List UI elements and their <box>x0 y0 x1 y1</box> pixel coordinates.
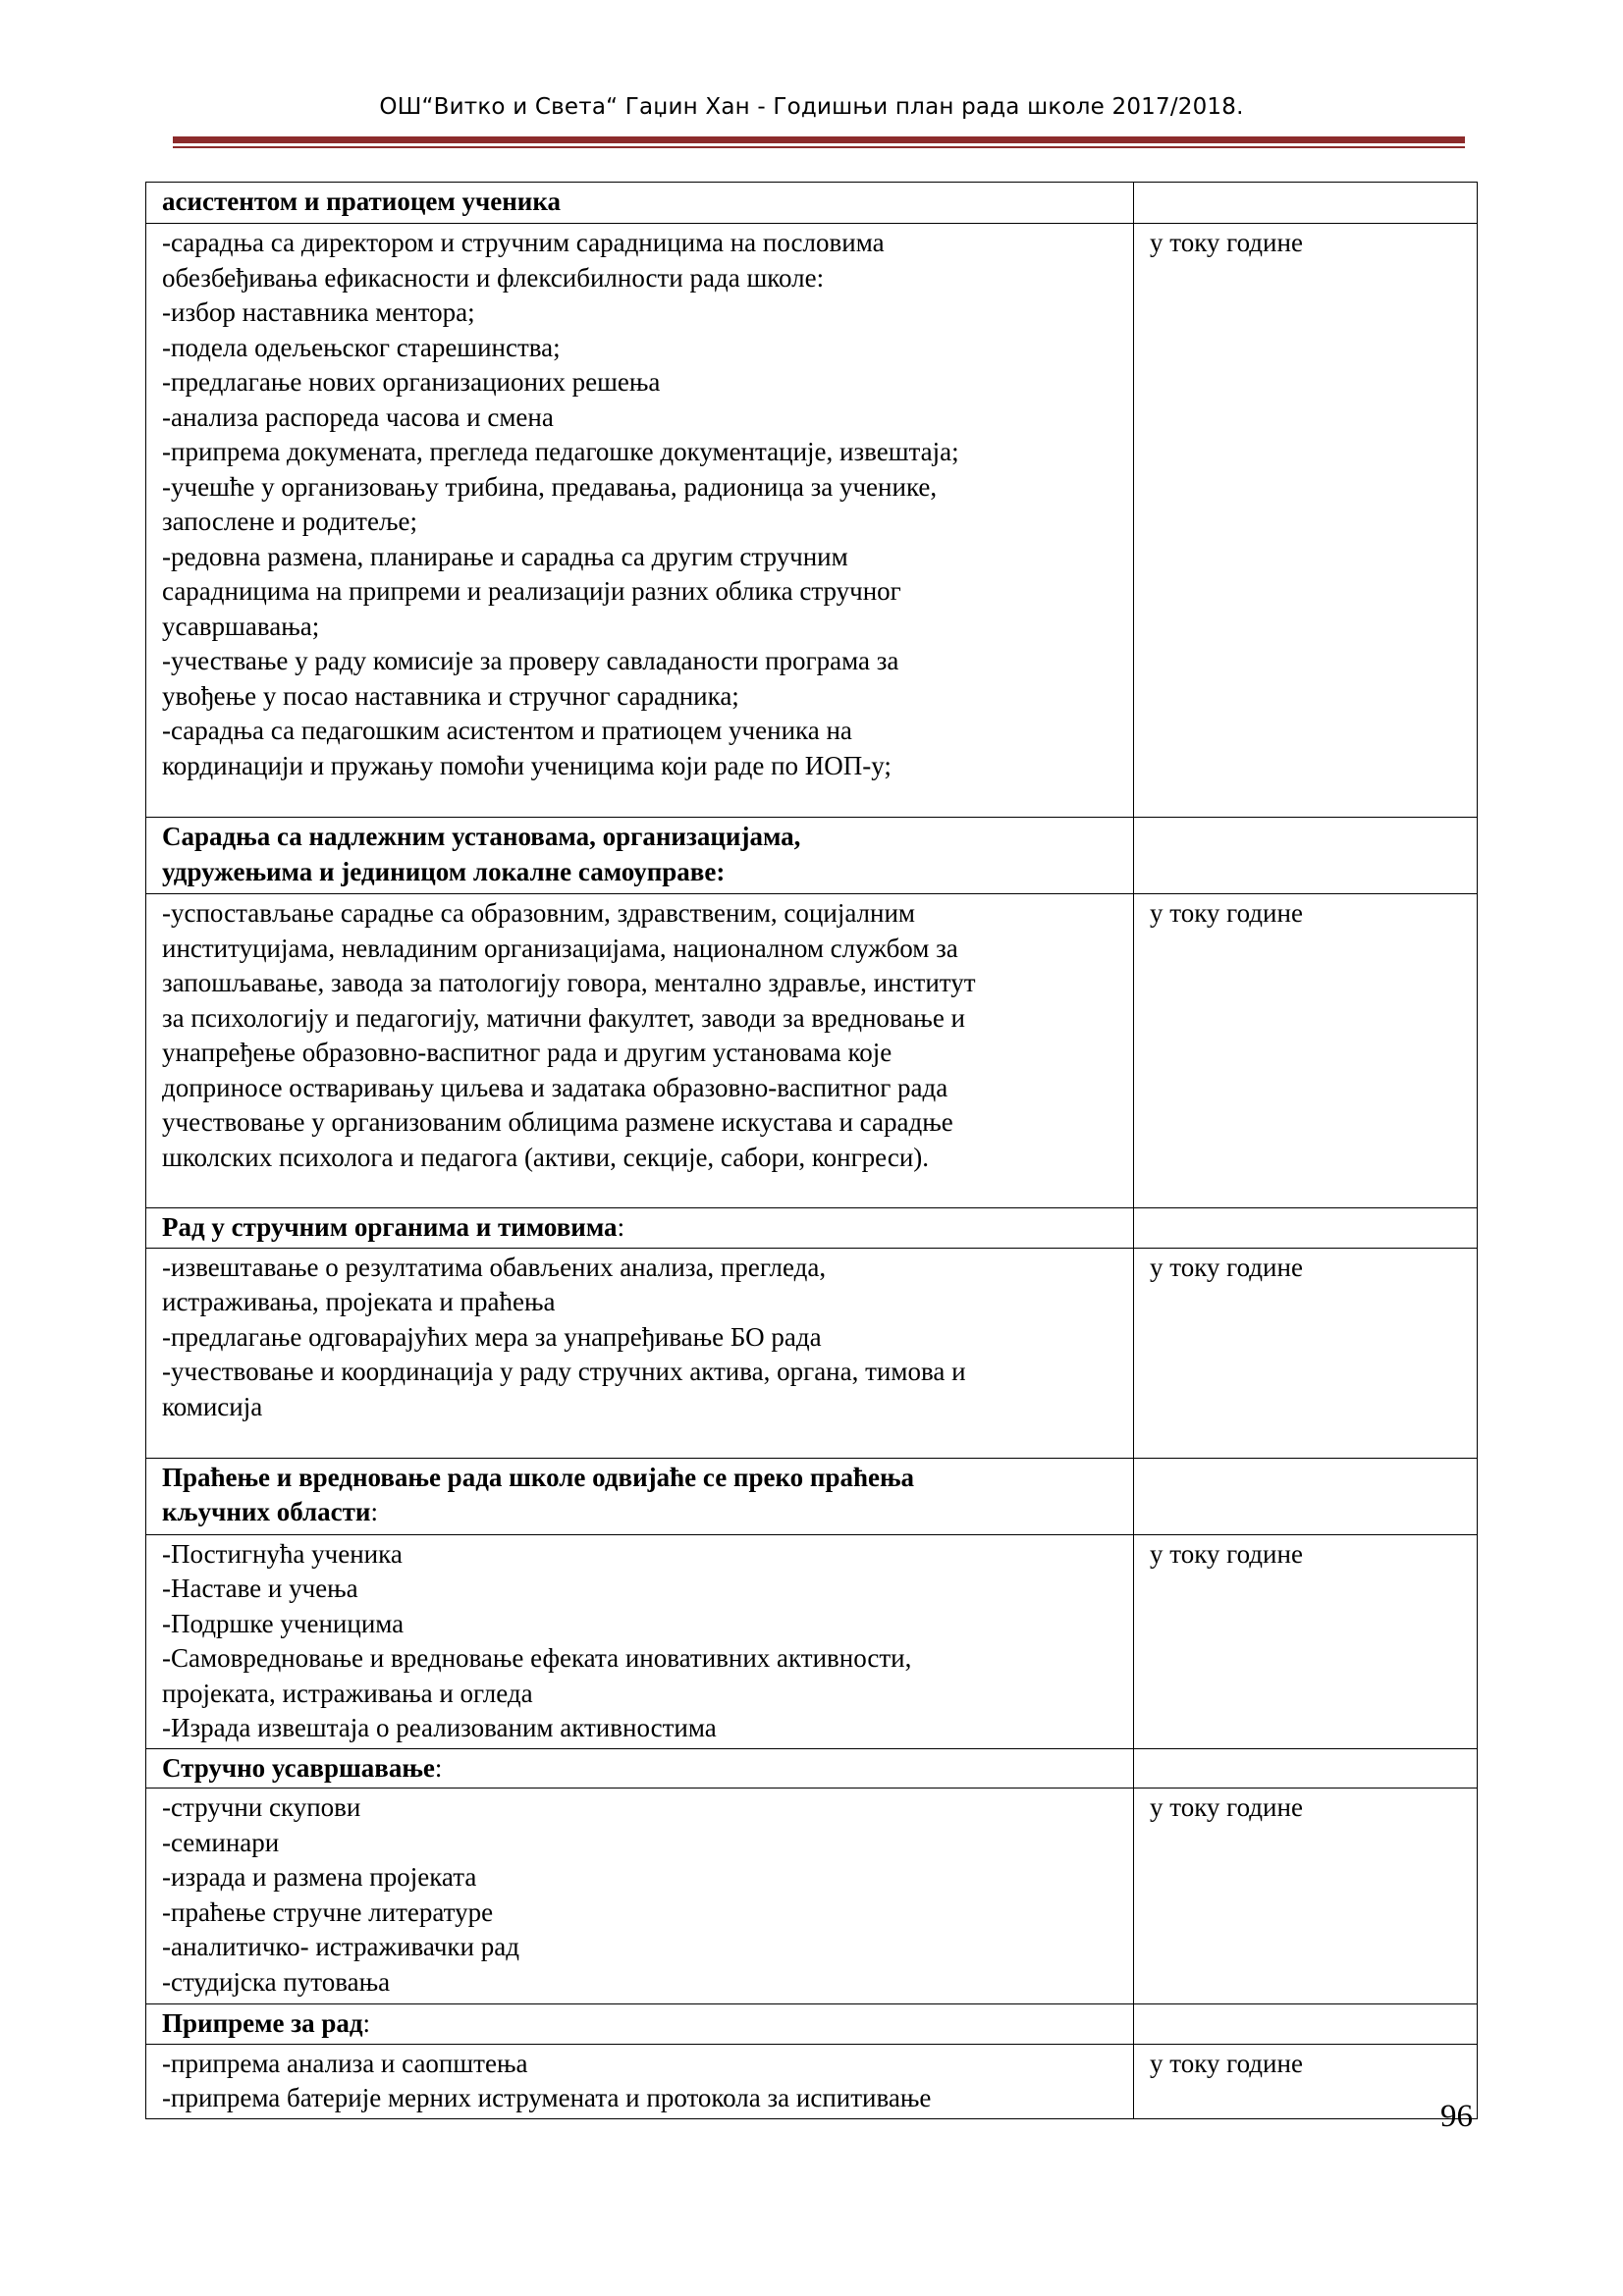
section-heading <box>146 2004 1134 2045</box>
activity-line: -Израда извештаја о реализованим активностима <box>162 1713 717 1742</box>
activity-line: -Подршке ученицима <box>162 1608 405 1638</box>
heading-line: асистентом и пратиоцем ученика <box>162 187 562 216</box>
section-body-row <box>146 1534 1478 1748</box>
activity-line: -припрема докумената, прегледа педагошке документације, извештаја; <box>162 437 959 466</box>
activity-list <box>146 2044 1134 2118</box>
page-number: 96 <box>1440 2099 1473 2134</box>
heading-line <box>162 1751 1117 1787</box>
activity-line: -Постигнућа ученика <box>162 1538 403 1569</box>
activity-list <box>146 1534 1134 1748</box>
heading-line: Праћење и вредновање рада школе одвијаће се преко праћења <box>162 1462 915 1492</box>
empty-cell <box>1134 183 1478 224</box>
activity-line: за психологију и педагогију, матични факултет, заводи за вредновање и <box>162 1002 966 1033</box>
section-heading-row <box>146 1748 1478 1789</box>
activity-line: -учествовање и координација у раду стручних актива, органа, тимова и <box>162 1357 966 1386</box>
activity-line: -редовна размена, планирање и сарадња са другим стручним <box>162 541 848 571</box>
activity-line: комисија <box>162 1391 263 1421</box>
timing-cell: у току године <box>1134 2044 1478 2118</box>
section-body-row <box>146 894 1478 1208</box>
heading-colon: : <box>362 2008 371 2038</box>
activity-line: -извештавање о резултатима обављених анализа, прегледа, <box>162 1252 827 1282</box>
activity-line: школских психолога и педагога (активи, секције, сабори, конгреси). <box>162 1142 930 1172</box>
activity-line: -студијска путовања <box>162 1966 391 1997</box>
heading-colon: : <box>617 1212 625 1242</box>
activity-line: -Наставе и учења <box>162 1574 358 1603</box>
activity-line: -стручни скупови <box>162 1792 361 1822</box>
timing-cell: у току године <box>1134 1534 1478 1748</box>
activity-line: -припрема батерије мерних иструмената и протокола за испитивање <box>162 2083 932 2112</box>
empty-cell <box>1134 1458 1478 1534</box>
activity-line: -сарадња са директором и стручним сарадницима на пословима <box>162 228 885 257</box>
running-header: ОШ“Витко и Света“ Гаџин Хан - Годишњи план рада школе 2017/2018. <box>379 94 1244 120</box>
empty-cell <box>1134 818 1478 894</box>
timing-cell: у току године <box>1134 1248 1478 1458</box>
activity-line: увођење у посао наставника и стручног сарадника; <box>162 680 739 711</box>
heading-text: кључних области <box>162 1497 371 1526</box>
heading-colon: : <box>434 1752 443 1783</box>
activity-line: -учешће у организовању трибина, предавања, радионица за ученике, <box>162 471 938 502</box>
empty-cell <box>1134 2004 1478 2045</box>
activity-line: учествовање у организованим облицима размене искустава и сарадње <box>162 1107 953 1137</box>
heading-line <box>162 2006 1117 2042</box>
empty-cell <box>1134 1748 1478 1789</box>
section-body-row <box>146 1248 1478 1458</box>
timing-cell: у току године <box>1134 894 1478 1208</box>
section-body-row <box>146 2044 1478 2118</box>
activity-line: -учествање у раду комисије за проверу савладаности програма за <box>162 646 899 675</box>
activity-line: кординацији и пружању помоћи ученицима који раде по ИОП-у; <box>162 750 892 780</box>
header-rule-thick <box>173 136 1465 143</box>
activity-line: запошљавање, завода за патологију говора, ментално здравље, институт <box>162 968 976 997</box>
heading-text: Рад у стручним органима и тимовима <box>162 1212 618 1242</box>
activity-line: унапређење образовно-васпитног рада и другим установама које <box>162 1038 893 1067</box>
activity-list <box>146 1248 1134 1458</box>
heading-line <box>162 1495 1117 1530</box>
activity-line: сарадницима на припреми и реализацији разних облика стручног <box>162 576 901 606</box>
header-rule-thin <box>173 146 1465 148</box>
activity-line: обезбеђивања ефикасности и флексибилности рада школе: <box>162 262 825 293</box>
activity-line: -припрема анализа и саопштења <box>162 2048 528 2078</box>
activity-line: -сарадња са педагошким асистентом и пратиоцем ученика на <box>162 716 852 745</box>
activity-line: пројеката, истраживања и огледа <box>162 1678 533 1708</box>
activity-line: -избор наставника ментора; <box>162 297 475 327</box>
timing-cell: у току године <box>1134 224 1478 818</box>
heading-text: Стручно усавршавање <box>162 1752 435 1783</box>
heading-text: Припреме за рад <box>162 2008 363 2038</box>
activity-line: -подела одељењског старешинства; <box>162 332 561 362</box>
section-heading <box>146 183 1134 224</box>
activity-line: -успостављање сарадње са образовним, здравственим, социјалним <box>162 898 915 928</box>
activity-line: запослене и родитеље; <box>162 507 418 536</box>
plan-table <box>145 182 1478 2119</box>
section-heading-row <box>146 183 1478 224</box>
activity-line: -предлагање нових организационих решења <box>162 367 661 397</box>
section-heading <box>146 1208 1134 1249</box>
activity-list <box>146 894 1134 1208</box>
section-heading <box>146 1748 1134 1789</box>
section-heading-row <box>146 1458 1478 1534</box>
activity-line: -праћење стручне литературе <box>162 1896 494 1927</box>
heading-line: Сарадња са надлежним установама, организацијама, <box>162 822 801 851</box>
activity-line: доприносе остваривању циљева и задатака образовно-васпитног рада <box>162 1072 948 1102</box>
section-heading-row <box>146 2004 1478 2045</box>
activity-line: -аналитичко- истраживачки рад <box>162 1932 519 1961</box>
empty-cell <box>1134 1208 1478 1249</box>
heading-colon: : <box>370 1497 378 1526</box>
activity-list <box>146 1789 1134 2004</box>
activity-line: -анализа распореда часова и смена <box>162 401 554 432</box>
activity-line: -израда и размена пројеката <box>162 1862 477 1892</box>
activity-line: истраживања, пројеката и праћења <box>162 1287 556 1316</box>
activity-list <box>146 224 1134 818</box>
section-heading-row <box>146 818 1478 894</box>
section-heading <box>146 818 1134 894</box>
section-body-row <box>146 1789 1478 2004</box>
heading-line: удружењима и јединицом локалне самоуправе: <box>162 856 726 886</box>
activity-line: -предлагање одговарајућих мера за унапређивање БО рада <box>162 1321 822 1352</box>
activity-line: усавршавања; <box>162 611 320 641</box>
section-heading <box>146 1458 1134 1534</box>
activity-line: -семинари <box>162 1827 280 1857</box>
heading-line <box>162 1210 1117 1246</box>
activity-line: -Самовредновање и вредновање ефеката иновативних активности, <box>162 1643 912 1673</box>
section-heading-row <box>146 1208 1478 1249</box>
activity-line: институцијама, невладиним организацијама, националном службом за <box>162 933 958 963</box>
timing-cell: у току године <box>1134 1789 1478 2004</box>
section-body-row <box>146 224 1478 818</box>
